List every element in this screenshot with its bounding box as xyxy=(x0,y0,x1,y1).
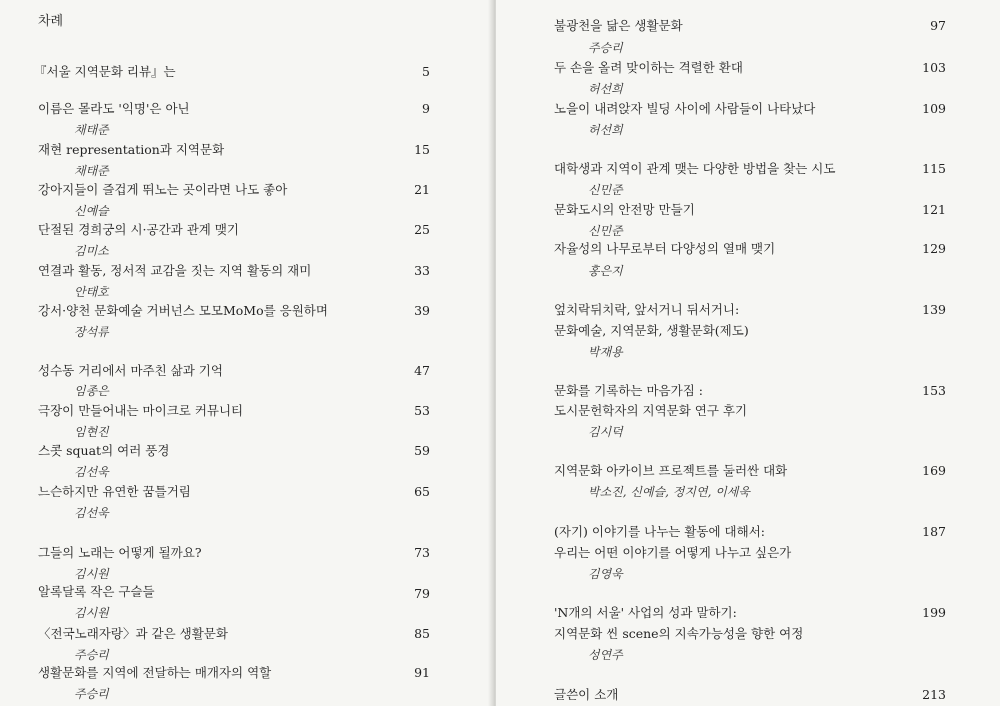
entry-author: 김선욱 xyxy=(74,506,109,520)
entry-page-number: 115 xyxy=(922,161,946,176)
entry-title: 문화를 기록하는 마음가짐 : xyxy=(554,383,703,398)
entry-page-number: 79 xyxy=(414,586,430,601)
entry-page-number: 169 xyxy=(922,463,946,478)
entry-title: 생활문화를 지역에 전달하는 매개자의 역할 xyxy=(38,665,272,680)
entry-page-number: 199 xyxy=(922,605,946,620)
entry-author: 허선희 xyxy=(588,123,623,137)
entry-page-number: 121 xyxy=(922,202,946,217)
entry-author: 성연주 xyxy=(588,648,623,662)
entry-author: 안태호 xyxy=(74,285,109,299)
entry-page-number: 21 xyxy=(414,182,430,197)
entry-author: 김시원 xyxy=(74,606,109,620)
entry-author: 김미소 xyxy=(74,244,109,258)
entry-author: 허선희 xyxy=(588,82,623,96)
entry-author: 채태준 xyxy=(74,164,109,178)
entry-page-number: 33 xyxy=(414,263,430,278)
entry-page-number: 39 xyxy=(414,303,430,318)
entry-page-number: 85 xyxy=(414,626,430,641)
entry-title: (자기) 이야기를 나누는 활동에 대해서: xyxy=(554,524,765,539)
entry-title-line2: 도시문헌학자의 지역문화 연구 후기 xyxy=(554,403,748,418)
entry-title: 이름은 몰라도 '익명'은 아닌 xyxy=(38,101,190,116)
entry-page-number: 103 xyxy=(922,60,946,75)
entry-title: 자율성의 나무로부터 다양성의 열매 맺기 xyxy=(554,241,776,256)
entry-page-number: 15 xyxy=(414,142,430,157)
entry-page-number: 25 xyxy=(414,222,430,237)
entry-author: 신민준 xyxy=(588,224,623,238)
entry-author: 신민준 xyxy=(588,183,623,197)
entry-author: 임종은 xyxy=(74,384,109,398)
entry-title: 두 손을 올려 맞이하는 격렬한 환대 xyxy=(554,60,743,75)
entry-author: 박재용 xyxy=(588,345,623,359)
entry-author: 김영욱 xyxy=(588,567,623,581)
entry-author: 김시원 xyxy=(74,567,109,581)
entry-page-number: 73 xyxy=(414,545,430,560)
entry-author: 신예슬 xyxy=(74,204,109,218)
entry-page-number: 5 xyxy=(422,64,430,79)
entry-page-number: 109 xyxy=(922,101,946,116)
entry-title: 연결과 활동, 정서적 교감을 짓는 지역 활동의 재미 xyxy=(38,263,312,278)
entry-title: 느슨하지만 유연한 꿈틀거림 xyxy=(38,484,191,499)
entry-title: 불광천을 닮은 생활문화 xyxy=(554,18,683,33)
entry-title: 스콧 squat의 여러 풍경 xyxy=(38,443,170,458)
entry-page-number: 47 xyxy=(414,363,430,378)
entry-page-number: 97 xyxy=(930,18,946,33)
entry-author: 주승리 xyxy=(588,41,623,55)
toc-heading: 차례 xyxy=(38,14,64,29)
entry-page-number: 91 xyxy=(414,665,430,680)
entry-author: 임현진 xyxy=(74,425,109,439)
entry-title: 엎치락뒤치락, 앞서거니 뒤서거니: xyxy=(554,302,740,317)
entry-author: 박소진, 신예슬, 정지연, 이세욱 xyxy=(588,485,750,499)
entry-title-line2: 문화예술, 지역문화, 생활문화(제도) xyxy=(554,323,749,338)
entry-page-number: 65 xyxy=(414,484,430,499)
entry-author: 홍은지 xyxy=(588,264,623,278)
entry-title: 대학생과 지역이 관계 맺는 다양한 방법을 찾는 시도 xyxy=(554,161,836,176)
entry-title: 알록달록 작은 구슬들 xyxy=(38,584,155,599)
entry-title: 재현 representation과 지역문화 xyxy=(38,142,225,157)
entry-author: 장석류 xyxy=(74,325,109,339)
entry-author: 채태준 xyxy=(74,123,109,137)
entry-title: 강서·양천 문화예술 거버넌스 모모MoMo를 응원하며 xyxy=(38,303,328,318)
entry-title: 지역문화 아카이브 프로젝트를 둘러싼 대화 xyxy=(554,463,788,478)
entry-page-number: 139 xyxy=(922,302,946,317)
entry-title: 『서울 지역문화 리뷰』는 xyxy=(34,64,176,79)
entry-title: 'N개의 서울' 사업의 성과 말하기: xyxy=(554,605,737,620)
entry-page-number: 53 xyxy=(414,403,430,418)
left-page xyxy=(0,0,492,706)
entry-title: 〈전국노래자랑〉과 같은 생활문화 xyxy=(38,626,228,641)
entry-title: 강아지들이 즐겁게 뛰노는 곳이라면 나도 좋아 xyxy=(38,182,288,197)
entry-page-number: 129 xyxy=(922,241,946,256)
right-page xyxy=(496,0,1000,706)
entry-title: 노을이 내려앉자 빌딩 사이에 사람들이 나타났다 xyxy=(554,101,816,116)
entry-author: 김선욱 xyxy=(74,465,109,479)
entry-title: 문화도시의 안전망 만들기 xyxy=(554,202,695,217)
entry-title-line2: 지역문화 씬 scene의 지속가능성을 향한 여정 xyxy=(554,626,804,641)
entry-page-number: 153 xyxy=(922,383,946,398)
entry-title: 극장이 만들어내는 마이크로 커뮤니티 xyxy=(38,403,244,418)
entry-title: 단절된 경희궁의 시·공간과 관계 맺기 xyxy=(38,222,239,237)
entry-page-number: 213 xyxy=(922,687,946,702)
entry-author: 주승리 xyxy=(74,687,109,701)
entry-page-number: 9 xyxy=(422,101,430,116)
entry-title-line2: 우리는 어떤 이야기를 어떻게 나누고 싶은가 xyxy=(554,545,792,560)
entry-author: 김시덕 xyxy=(588,425,623,439)
entry-page-number: 187 xyxy=(922,524,946,539)
entry-author: 주승리 xyxy=(74,648,109,662)
entry-title: 성수동 거리에서 마주친 삶과 기억 xyxy=(38,363,223,378)
entry-page-number: 59 xyxy=(414,443,430,458)
entry-title: 그들의 노래는 어떻게 될까요? xyxy=(38,545,202,560)
entry-title: 글쓴이 소개 xyxy=(554,687,619,702)
